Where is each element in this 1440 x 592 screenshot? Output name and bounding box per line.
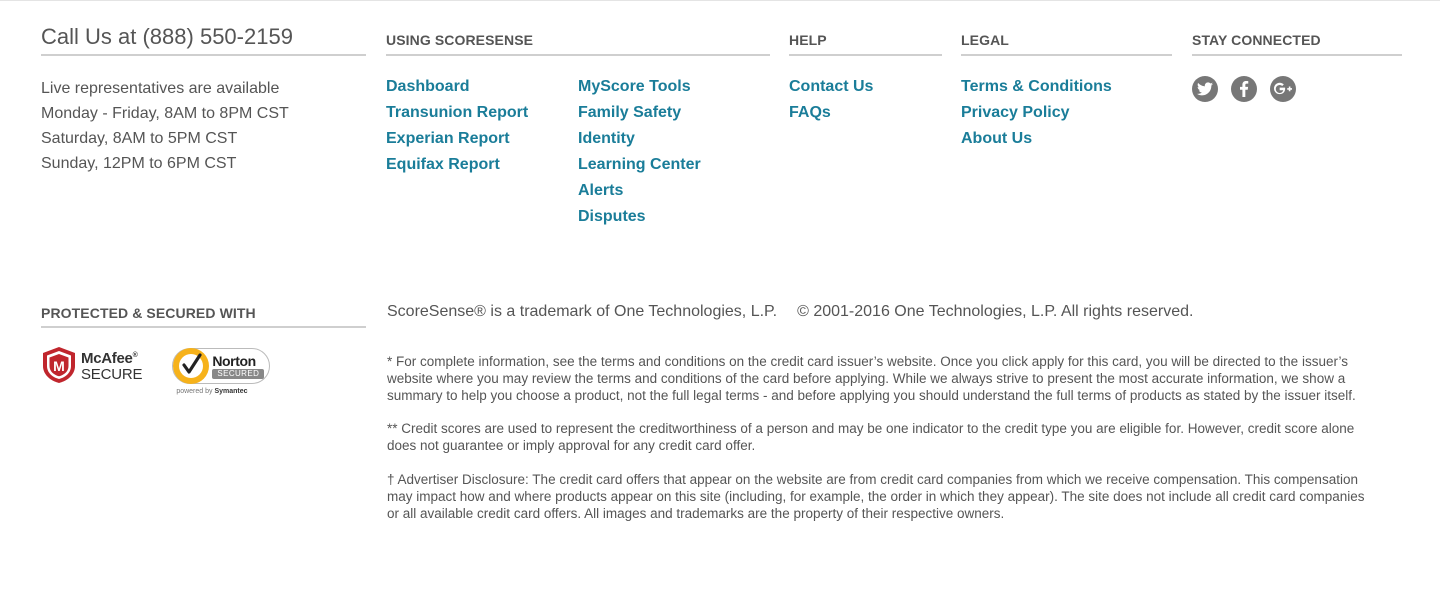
disclaimer-credit-scores: ** Credit scores are used to represent the creditworthiness of a person and may be one indicator to the credit type you are eligible for. However, credit score alone does not guarantee or imply approval for any credit card offer. — [387, 421, 1355, 454]
using-links-right — [578, 74, 770, 230]
using-links-left — [386, 74, 578, 230]
help-links — [789, 74, 942, 126]
trademark-line — [387, 301, 1377, 323]
security-badges — [41, 346, 366, 400]
help-heading: HELP — [789, 22, 942, 56]
mcafee-shield-icon — [41, 346, 77, 384]
link-learning-center[interactable]: Learning Center — [578, 156, 701, 173]
link-about-us[interactable]: About Us — [961, 130, 1033, 147]
hours-line: Sunday, 12PM to 6PM CST — [41, 155, 237, 172]
protected-section — [41, 296, 366, 400]
stay-connected-section — [1192, 22, 1402, 102]
support-hours — [41, 76, 366, 176]
disclaimer-advertiser: † Advertiser Disclosure: The credit card offers that appear on the website are from credit card companies from which we receive compensation. This compensation may impact how and where products appear on this site (including, for example, the order in which they appear). The site does not include all credit card companies or all available credit card offers. All images and trademarks are the property of their respective owners. — [387, 471, 1365, 521]
mcafee-secure-label: SECURE — [81, 365, 143, 383]
google-plus-icon[interactable] — [1270, 76, 1296, 102]
hours-line: Monday - Friday, 8AM to 8PM CST — [41, 105, 289, 122]
norton-symantec: Symantec — [214, 388, 248, 395]
stay-connected-heading: STAY CONNECTED — [1192, 22, 1402, 56]
link-terms-conditions[interactable]: Terms & Conditions — [961, 78, 1112, 95]
hours-line: Saturday, 8AM to 5PM CST — [41, 130, 238, 147]
legal-footer — [387, 301, 1377, 522]
call-us-prefix: Call Us at — [41, 24, 137, 49]
link-alerts[interactable]: Alerts — [578, 182, 624, 199]
social-icons — [1192, 76, 1402, 102]
using-scoresense-heading: USING SCORESENSE — [386, 22, 770, 56]
norton-check-icon — [173, 348, 209, 384]
link-experian-report[interactable]: Experian Report — [386, 130, 510, 147]
link-myscore-tools[interactable]: MyScore Tools — [578, 78, 691, 95]
mcafee-logo-mark: M — [53, 358, 65, 374]
copyright-text: © 2001-2016 One Technologies, L.P. All rights reserved. — [797, 303, 1194, 320]
phone-number[interactable]: (888) 550-2159 — [142, 24, 293, 49]
legal-links — [961, 74, 1172, 152]
using-scoresense-section — [386, 22, 770, 230]
link-privacy-policy[interactable]: Privacy Policy — [961, 104, 1070, 121]
legal-heading: LEGAL — [961, 22, 1172, 56]
link-faqs[interactable]: FAQs — [789, 104, 831, 121]
link-disputes[interactable]: Disputes — [578, 208, 646, 225]
norton-powered-by — [176, 388, 247, 395]
trademark-text: ScoreSense® is a trademark of One Technologies, L.P. — [387, 303, 778, 320]
call-us-section — [41, 22, 366, 176]
norton-secured-label: SECURED — [212, 369, 264, 379]
link-transunion-report[interactable]: Transunion Report — [386, 104, 529, 121]
protected-heading: PROTECTED & SECURED WITH — [41, 296, 366, 328]
link-contact-us[interactable]: Contact Us — [789, 78, 874, 95]
legal-section — [961, 22, 1172, 152]
hours-line: Live representatives are available — [41, 80, 280, 97]
norton-secured-badge[interactable] — [172, 346, 272, 400]
link-identity[interactable]: Identity — [578, 130, 635, 147]
top-divider — [0, 0, 1440, 1]
call-us-heading — [41, 22, 366, 56]
link-equifax-report[interactable]: Equifax Report — [386, 156, 500, 173]
norton-name: Norton — [212, 353, 256, 369]
disclaimer-terms: * For complete information, see the terms and conditions on the credit card issuer’s website. Once you click apply for this card, you will be directed to the issuer’s website where you may review the terms and conditions of the card before applying. While we always strive to present the most accurate information, we show a summary to help you choose a product, not the full legal terms - and before applying you should understand the full terms of products as stated by the issuer itself. — [387, 354, 1356, 403]
facebook-icon[interactable] — [1231, 76, 1257, 102]
twitter-icon[interactable] — [1192, 76, 1218, 102]
help-section — [789, 22, 942, 126]
mcafee-secure-badge[interactable] — [41, 346, 142, 384]
link-dashboard[interactable]: Dashboard — [386, 78, 470, 95]
mcafee-name: McAfee — [81, 349, 133, 367]
link-family-safety[interactable]: Family Safety — [578, 104, 682, 121]
mcafee-registered-mark: ® — [132, 351, 138, 359]
norton-powered-text: powered by — [176, 388, 213, 395]
